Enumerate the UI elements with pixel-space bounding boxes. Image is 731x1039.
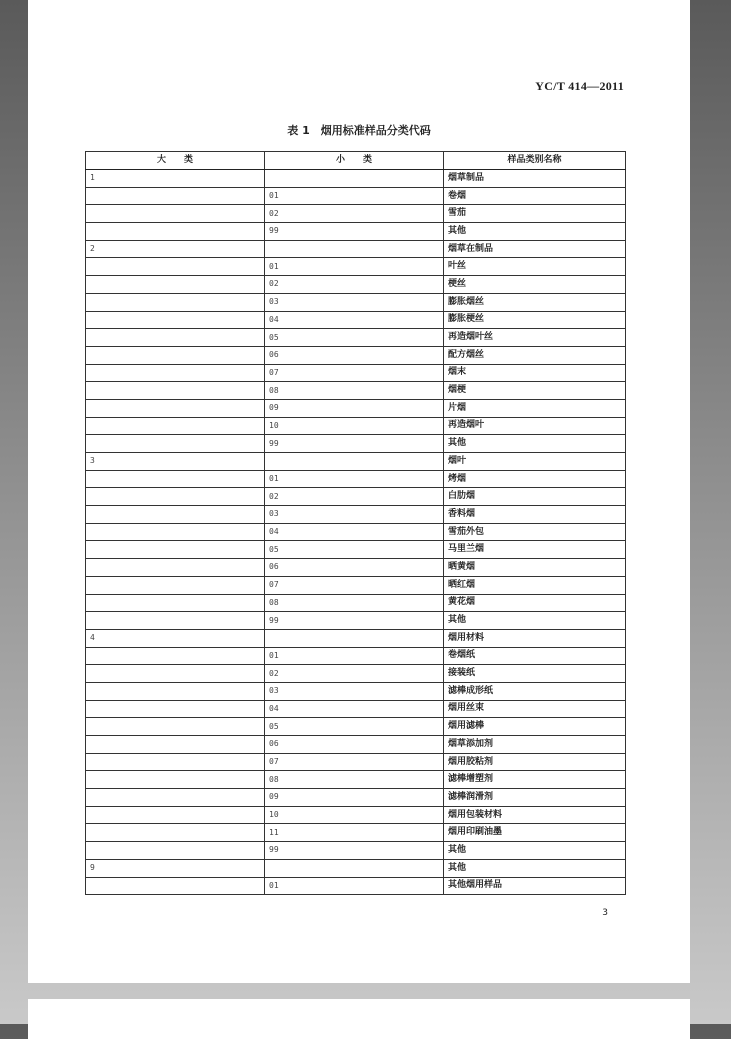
major-category-cell bbox=[86, 682, 265, 700]
table-row bbox=[86, 470, 626, 488]
table-row bbox=[86, 417, 626, 435]
minor-category-cell: 04 bbox=[265, 523, 444, 541]
sample-category-name-cell: 晒黄烟 bbox=[444, 559, 626, 577]
minor-category-cell: 07 bbox=[265, 364, 444, 382]
minor-category-cell bbox=[265, 859, 444, 877]
minor-category-cell: 06 bbox=[265, 559, 444, 577]
table-header-row bbox=[86, 152, 626, 170]
table-row bbox=[86, 435, 626, 453]
table-row bbox=[86, 753, 626, 771]
minor-category-cell: 06 bbox=[265, 736, 444, 754]
table-row bbox=[86, 258, 626, 276]
table-row bbox=[86, 346, 626, 364]
major-category-cell bbox=[86, 824, 265, 842]
table-row bbox=[86, 824, 626, 842]
minor-category-cell: 09 bbox=[265, 789, 444, 807]
major-category-cell bbox=[86, 877, 265, 895]
major-category-cell bbox=[86, 647, 265, 665]
sample-category-name-cell: 烟用印刷油墨 bbox=[444, 824, 626, 842]
major-category-cell: 2 bbox=[86, 240, 265, 258]
table-row bbox=[86, 453, 626, 471]
table-row bbox=[86, 399, 626, 417]
sample-category-name-cell: 烤烟 bbox=[444, 470, 626, 488]
table-title: 表 1 烟用标准样品分类代码 bbox=[287, 124, 431, 137]
minor-category-cell: 08 bbox=[265, 771, 444, 789]
major-category-cell bbox=[86, 346, 265, 364]
major-category-cell: 9 bbox=[86, 859, 265, 877]
minor-category-cell: 07 bbox=[265, 753, 444, 771]
sample-category-name-cell: 配方烟丝 bbox=[444, 346, 626, 364]
sample-category-name-cell: 晒红烟 bbox=[444, 576, 626, 594]
major-category-cell bbox=[86, 329, 265, 347]
table-row bbox=[86, 311, 626, 329]
sample-category-name-cell: 雪茄 bbox=[444, 205, 626, 223]
standard-code: YC/T 414—2011 bbox=[535, 79, 624, 93]
table-row bbox=[86, 559, 626, 577]
minor-category-cell: 01 bbox=[265, 647, 444, 665]
sample-category-name-cell: 叶丝 bbox=[444, 258, 626, 276]
sample-category-name-cell: 滤棒增塑剂 bbox=[444, 771, 626, 789]
sample-category-name-cell: 烟草在制品 bbox=[444, 240, 626, 258]
minor-category-cell: 99 bbox=[265, 612, 444, 630]
major-category-cell bbox=[86, 771, 265, 789]
sample-category-name-cell: 白肋烟 bbox=[444, 488, 626, 506]
table-row bbox=[86, 859, 626, 877]
table-row bbox=[86, 364, 626, 382]
sample-category-name-cell: 马里兰烟 bbox=[444, 541, 626, 559]
minor-category-cell: 99 bbox=[265, 435, 444, 453]
minor-category-cell: 04 bbox=[265, 700, 444, 718]
minor-category-cell: 09 bbox=[265, 399, 444, 417]
sample-category-name-cell: 梗丝 bbox=[444, 276, 626, 294]
major-category-cell: 4 bbox=[86, 629, 265, 647]
major-category-cell bbox=[86, 753, 265, 771]
major-category-cell bbox=[86, 700, 265, 718]
sample-category-name-cell: 烟用材料 bbox=[444, 629, 626, 647]
table-row bbox=[86, 488, 626, 506]
minor-category-cell: 02 bbox=[265, 276, 444, 294]
sample-category-name-cell: 烟末 bbox=[444, 364, 626, 382]
table-row bbox=[86, 842, 626, 860]
sample-category-name-cell: 黄花烟 bbox=[444, 594, 626, 612]
column-header-major: 大 类 bbox=[86, 152, 265, 170]
major-category-cell bbox=[86, 417, 265, 435]
table-row bbox=[86, 771, 626, 789]
minor-category-cell: 02 bbox=[265, 205, 444, 223]
major-category-cell bbox=[86, 276, 265, 294]
table-row bbox=[86, 205, 626, 223]
document-page bbox=[28, 0, 690, 983]
minor-category-cell: 03 bbox=[265, 506, 444, 524]
minor-category-cell: 08 bbox=[265, 382, 444, 400]
sample-category-name-cell: 膨胀梗丝 bbox=[444, 311, 626, 329]
major-category-cell bbox=[86, 612, 265, 630]
minor-category-cell: 02 bbox=[265, 665, 444, 683]
major-category-cell bbox=[86, 382, 265, 400]
table-row bbox=[86, 382, 626, 400]
major-category-cell bbox=[86, 187, 265, 205]
sample-category-name-cell: 滤棒成形纸 bbox=[444, 682, 626, 700]
major-category-cell bbox=[86, 806, 265, 824]
major-category-cell bbox=[86, 665, 265, 683]
table-row bbox=[86, 276, 626, 294]
major-category-cell bbox=[86, 576, 265, 594]
minor-category-cell bbox=[265, 240, 444, 258]
major-category-cell bbox=[86, 842, 265, 860]
sample-category-name-cell: 片烟 bbox=[444, 399, 626, 417]
major-category-cell bbox=[86, 435, 265, 453]
minor-category-cell: 07 bbox=[265, 576, 444, 594]
sample-category-name-cell: 其他 bbox=[444, 435, 626, 453]
sample-category-name-cell: 其他 bbox=[444, 859, 626, 877]
sample-category-name-cell: 香料烟 bbox=[444, 506, 626, 524]
minor-category-cell: 01 bbox=[265, 877, 444, 895]
minor-category-cell: 10 bbox=[265, 806, 444, 824]
major-category-cell bbox=[86, 488, 265, 506]
major-category-cell bbox=[86, 311, 265, 329]
major-category-cell bbox=[86, 506, 265, 524]
sample-category-name-cell: 其他 bbox=[444, 612, 626, 630]
minor-category-cell: 02 bbox=[265, 488, 444, 506]
minor-category-cell bbox=[265, 453, 444, 471]
table-row bbox=[86, 187, 626, 205]
major-category-cell bbox=[86, 541, 265, 559]
sample-category-name-cell: 烟梗 bbox=[444, 382, 626, 400]
sample-category-name-cell: 烟草添加剂 bbox=[444, 736, 626, 754]
sample-category-name-cell: 雪茄外包 bbox=[444, 523, 626, 541]
major-category-cell bbox=[86, 364, 265, 382]
minor-category-cell: 99 bbox=[265, 223, 444, 241]
table-row bbox=[86, 789, 626, 807]
table-row bbox=[86, 736, 626, 754]
major-category-cell bbox=[86, 293, 265, 311]
table-row bbox=[86, 718, 626, 736]
minor-category-cell: 99 bbox=[265, 842, 444, 860]
sample-category-name-cell: 其他 bbox=[444, 842, 626, 860]
table-row bbox=[86, 329, 626, 347]
minor-category-cell: 03 bbox=[265, 293, 444, 311]
minor-category-cell: 11 bbox=[265, 824, 444, 842]
page-number: 3 bbox=[602, 908, 608, 918]
sample-category-name-cell: 其他烟用样品 bbox=[444, 877, 626, 895]
table-row bbox=[86, 700, 626, 718]
column-header-name: 样品类别名称 bbox=[444, 152, 626, 170]
minor-category-cell: 05 bbox=[265, 541, 444, 559]
table-row bbox=[86, 240, 626, 258]
minor-category-cell: 08 bbox=[265, 594, 444, 612]
table-row bbox=[86, 223, 626, 241]
major-category-cell bbox=[86, 594, 265, 612]
table-row bbox=[86, 293, 626, 311]
sample-category-name-cell: 膨胀烟丝 bbox=[444, 293, 626, 311]
table-row bbox=[86, 576, 626, 594]
sample-category-name-cell: 烟用胶粘剂 bbox=[444, 753, 626, 771]
sample-category-name-cell: 烟用滤棒 bbox=[444, 718, 626, 736]
table-row bbox=[86, 170, 626, 188]
sample-category-name-cell: 滤棒润滑剂 bbox=[444, 789, 626, 807]
table-row bbox=[86, 523, 626, 541]
table-row bbox=[86, 647, 626, 665]
minor-category-cell: 05 bbox=[265, 329, 444, 347]
minor-category-cell: 01 bbox=[265, 470, 444, 488]
major-category-cell: 1 bbox=[86, 170, 265, 188]
sample-category-name-cell: 烟用包装材料 bbox=[444, 806, 626, 824]
minor-category-cell: 06 bbox=[265, 346, 444, 364]
column-header-minor: 小 类 bbox=[265, 152, 444, 170]
minor-category-cell bbox=[265, 629, 444, 647]
next-page-edge bbox=[28, 999, 690, 1039]
table-row bbox=[86, 594, 626, 612]
major-category-cell bbox=[86, 205, 265, 223]
major-category-cell bbox=[86, 399, 265, 417]
table-row bbox=[86, 629, 626, 647]
table-row bbox=[86, 506, 626, 524]
table-row bbox=[86, 806, 626, 824]
table-row bbox=[86, 665, 626, 683]
minor-category-cell: 04 bbox=[265, 311, 444, 329]
minor-category-cell bbox=[265, 170, 444, 188]
sample-category-name-cell: 烟叶 bbox=[444, 453, 626, 471]
sample-category-name-cell: 再造烟叶丝 bbox=[444, 329, 626, 347]
major-category-cell bbox=[86, 718, 265, 736]
sample-category-name-cell: 卷烟 bbox=[444, 187, 626, 205]
major-category-cell bbox=[86, 258, 265, 276]
table-row bbox=[86, 682, 626, 700]
major-category-cell bbox=[86, 470, 265, 488]
classification-table bbox=[85, 151, 626, 895]
major-category-cell bbox=[86, 559, 265, 577]
sample-category-name-cell: 再造烟叶 bbox=[444, 417, 626, 435]
table-row bbox=[86, 877, 626, 895]
major-category-cell bbox=[86, 523, 265, 541]
major-category-cell bbox=[86, 736, 265, 754]
sample-category-name-cell: 烟用丝束 bbox=[444, 700, 626, 718]
major-category-cell bbox=[86, 223, 265, 241]
sample-category-name-cell: 卷烟纸 bbox=[444, 647, 626, 665]
minor-category-cell: 10 bbox=[265, 417, 444, 435]
sample-category-name-cell: 接装纸 bbox=[444, 665, 626, 683]
minor-category-cell: 03 bbox=[265, 682, 444, 700]
major-category-cell: 3 bbox=[86, 453, 265, 471]
sample-category-name-cell: 其他 bbox=[444, 223, 626, 241]
sample-category-name-cell: 烟草制品 bbox=[444, 170, 626, 188]
minor-category-cell: 05 bbox=[265, 718, 444, 736]
minor-category-cell: 01 bbox=[265, 187, 444, 205]
table-row bbox=[86, 541, 626, 559]
table-row bbox=[86, 612, 626, 630]
minor-category-cell: 01 bbox=[265, 258, 444, 276]
major-category-cell bbox=[86, 789, 265, 807]
